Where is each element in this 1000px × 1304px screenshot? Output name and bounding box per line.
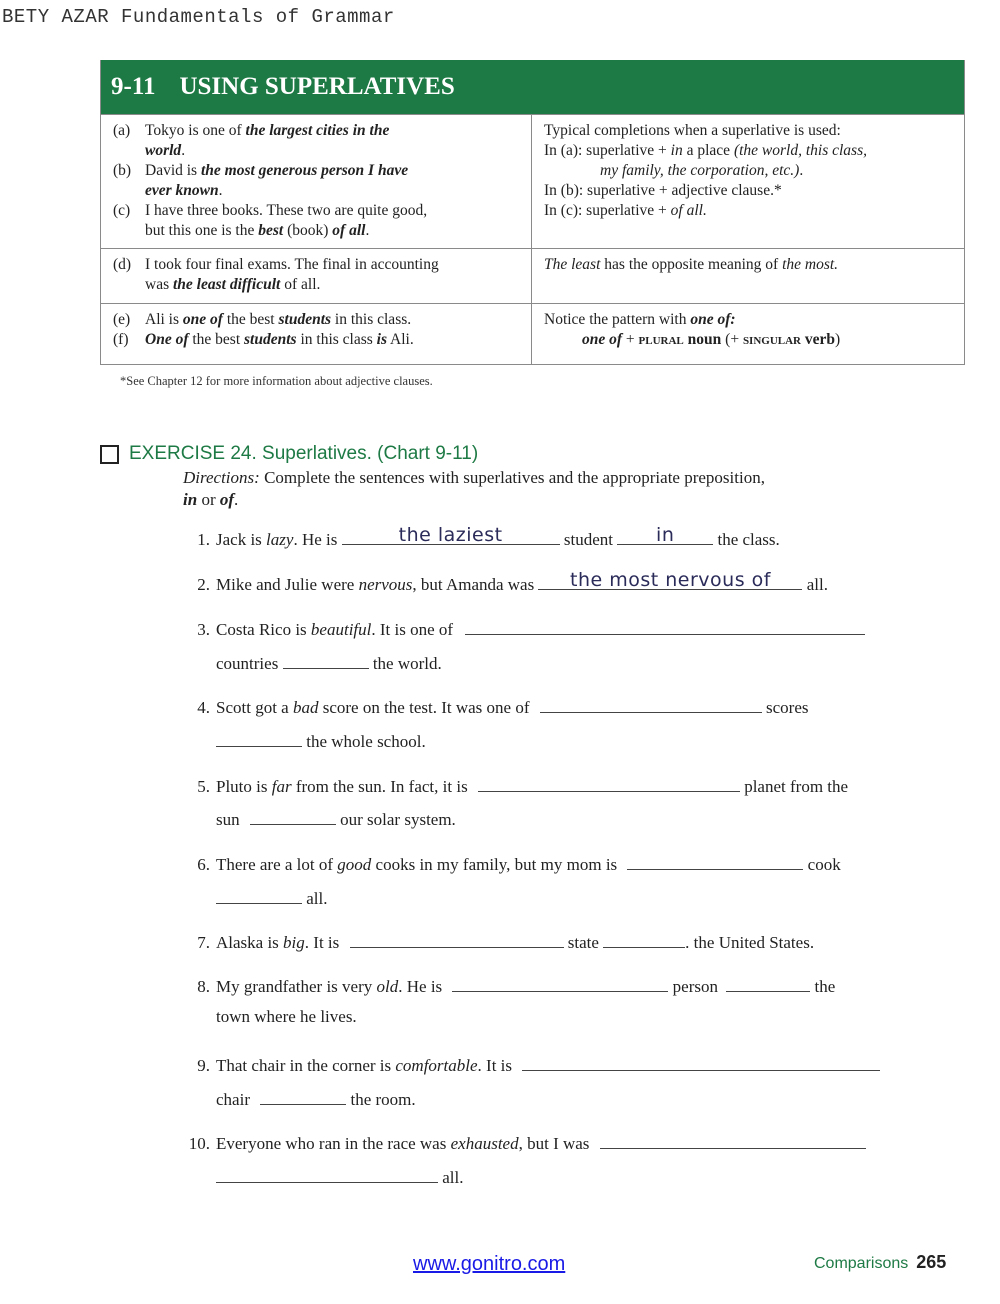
- exercise-item-4: 4. Scott got a bad score on the test. It was one of scores: [180, 694, 808, 718]
- exercise-item-1: 1. Jack is lazy. He is the laziest student in the class.: [197, 524, 780, 549]
- exercise-item-4-line-2: the whole school.: [216, 728, 426, 752]
- example-c: (c) I have three books. These two are quite good, but this one is the best (book) of all.: [113, 202, 428, 239]
- chart-row-1: [101, 114, 964, 248]
- handwritten-answer: in: [656, 524, 675, 546]
- example-f: (f) One of the best students in this class is Ali.: [113, 331, 414, 348]
- chart-title: USING SUPERLATIVES: [179, 73, 455, 100]
- chart-row-3: [101, 303, 964, 364]
- exercise-item-8: 8. My grandfather is very old. He is person the: [180, 973, 835, 997]
- exercise-title-text: EXERCISE 24. Superlatives. (Chart 9-11): [129, 443, 479, 464]
- handwritten-answer: the laziest: [398, 524, 503, 546]
- chart-row-2-examples: [101, 249, 532, 303]
- answer-blank[interactable]: [260, 1086, 346, 1105]
- answer-blank[interactable]: [452, 973, 668, 992]
- exercise-item-9-line-2: chair the room.: [216, 1086, 416, 1110]
- chart-box: [100, 60, 965, 365]
- exercise-checkbox[interactable]: [100, 445, 119, 464]
- exercise-item-5-line-2: sun our solar system.: [216, 806, 456, 830]
- chart-header: [101, 60, 964, 114]
- example-e: (e) Ali is one of the best students in this class.: [113, 311, 412, 328]
- exercise-item-6: 6. There are a lot of good cooks in my family, but my mom is cook: [180, 851, 841, 875]
- header-stamp: BETY AZAR Fundamentals of Grammar: [2, 6, 395, 28]
- answer-blank[interactable]: [603, 929, 685, 948]
- answer-blank[interactable]: [216, 728, 302, 747]
- answer-blank[interactable]: [250, 806, 336, 825]
- chart-row-3-examples: [101, 304, 532, 364]
- answer-blank[interactable]: [538, 571, 802, 590]
- footnote: *See Chapter 12 for more information about adjective clauses.: [120, 374, 433, 388]
- answer-blank[interactable]: [627, 851, 803, 870]
- answer-blank[interactable]: [600, 1130, 866, 1149]
- chart-row-2: [101, 248, 964, 303]
- answer-blank[interactable]: [522, 1052, 880, 1071]
- chart-row-1-examples: [101, 115, 532, 248]
- exercise-item-3-line-2: countries the world.: [216, 650, 442, 674]
- example-a: (a) Tokyo is one of the largest cities in the world.: [113, 122, 390, 159]
- example-b: (b) David is the most generous person I have ever known.: [113, 162, 409, 199]
- exercise-item-10-line-2: all.: [216, 1164, 464, 1188]
- answer-blank[interactable]: [617, 526, 713, 545]
- answer-blank[interactable]: [216, 1164, 438, 1183]
- exercise-item-5: 5. Pluto is far from the sun. In fact, it is planet from the: [180, 773, 848, 797]
- answer-blank[interactable]: [342, 526, 560, 545]
- exercise-title: [100, 443, 478, 465]
- exercise-item-6-line-2: all.: [216, 885, 328, 909]
- answer-blank[interactable]: [465, 616, 865, 635]
- answer-blank[interactable]: [283, 650, 369, 669]
- answer-blank[interactable]: [478, 773, 740, 792]
- example-d: (d) I took four final exams. The final in accounting was the least difficult of all.: [113, 256, 439, 293]
- exercise-item-9: 9. That chair in the corner is comfortable. It is: [180, 1052, 880, 1076]
- exercise-item-8-line-2: town where he lives.: [216, 1007, 357, 1026]
- exercise-item-7: 7. Alaska is big. It is state . the United States.: [180, 929, 814, 953]
- website-link[interactable]: www.gonitro.com: [413, 1253, 566, 1275]
- exercise-item-2: 2. Mike and Julie were nervous, but Amanda was the most nervous of all.: [197, 569, 828, 594]
- page-number: 265: [916, 1252, 947, 1272]
- chart-row-3-notes: Notice the pattern with one of: one of + plural noun (+ singular verb): [544, 311, 841, 348]
- handwritten-answer: the most nervous of: [570, 569, 771, 591]
- exercise-item-10: 10. Everyone who ran in the race was exhausted, but I was: [180, 1130, 866, 1154]
- answer-blank[interactable]: [216, 885, 302, 904]
- page-footer: [814, 1252, 946, 1273]
- chart-row-2-notes: The least has the opposite meaning of the most.: [544, 256, 839, 273]
- exercise-item-3: 3. Costa Rico is beautiful. It is one of: [180, 616, 865, 640]
- section-name: Comparisons: [814, 1255, 909, 1272]
- directions: Directions: Complete the sentences with superlatives and the appropriate preposition, in or of.: [183, 468, 765, 509]
- answer-blank[interactable]: [726, 973, 810, 992]
- chart-number: 9-11: [111, 73, 156, 100]
- chart-row-1-notes: Typical completions when a superlative is used: In (a): superlative + in a place (the world, this class, my family, the corporation, etc.). In (b): superlative + adjective clause.* In (c): superlative + of all.: [544, 122, 867, 219]
- answer-blank[interactable]: [540, 694, 762, 713]
- answer-blank[interactable]: [350, 929, 564, 948]
